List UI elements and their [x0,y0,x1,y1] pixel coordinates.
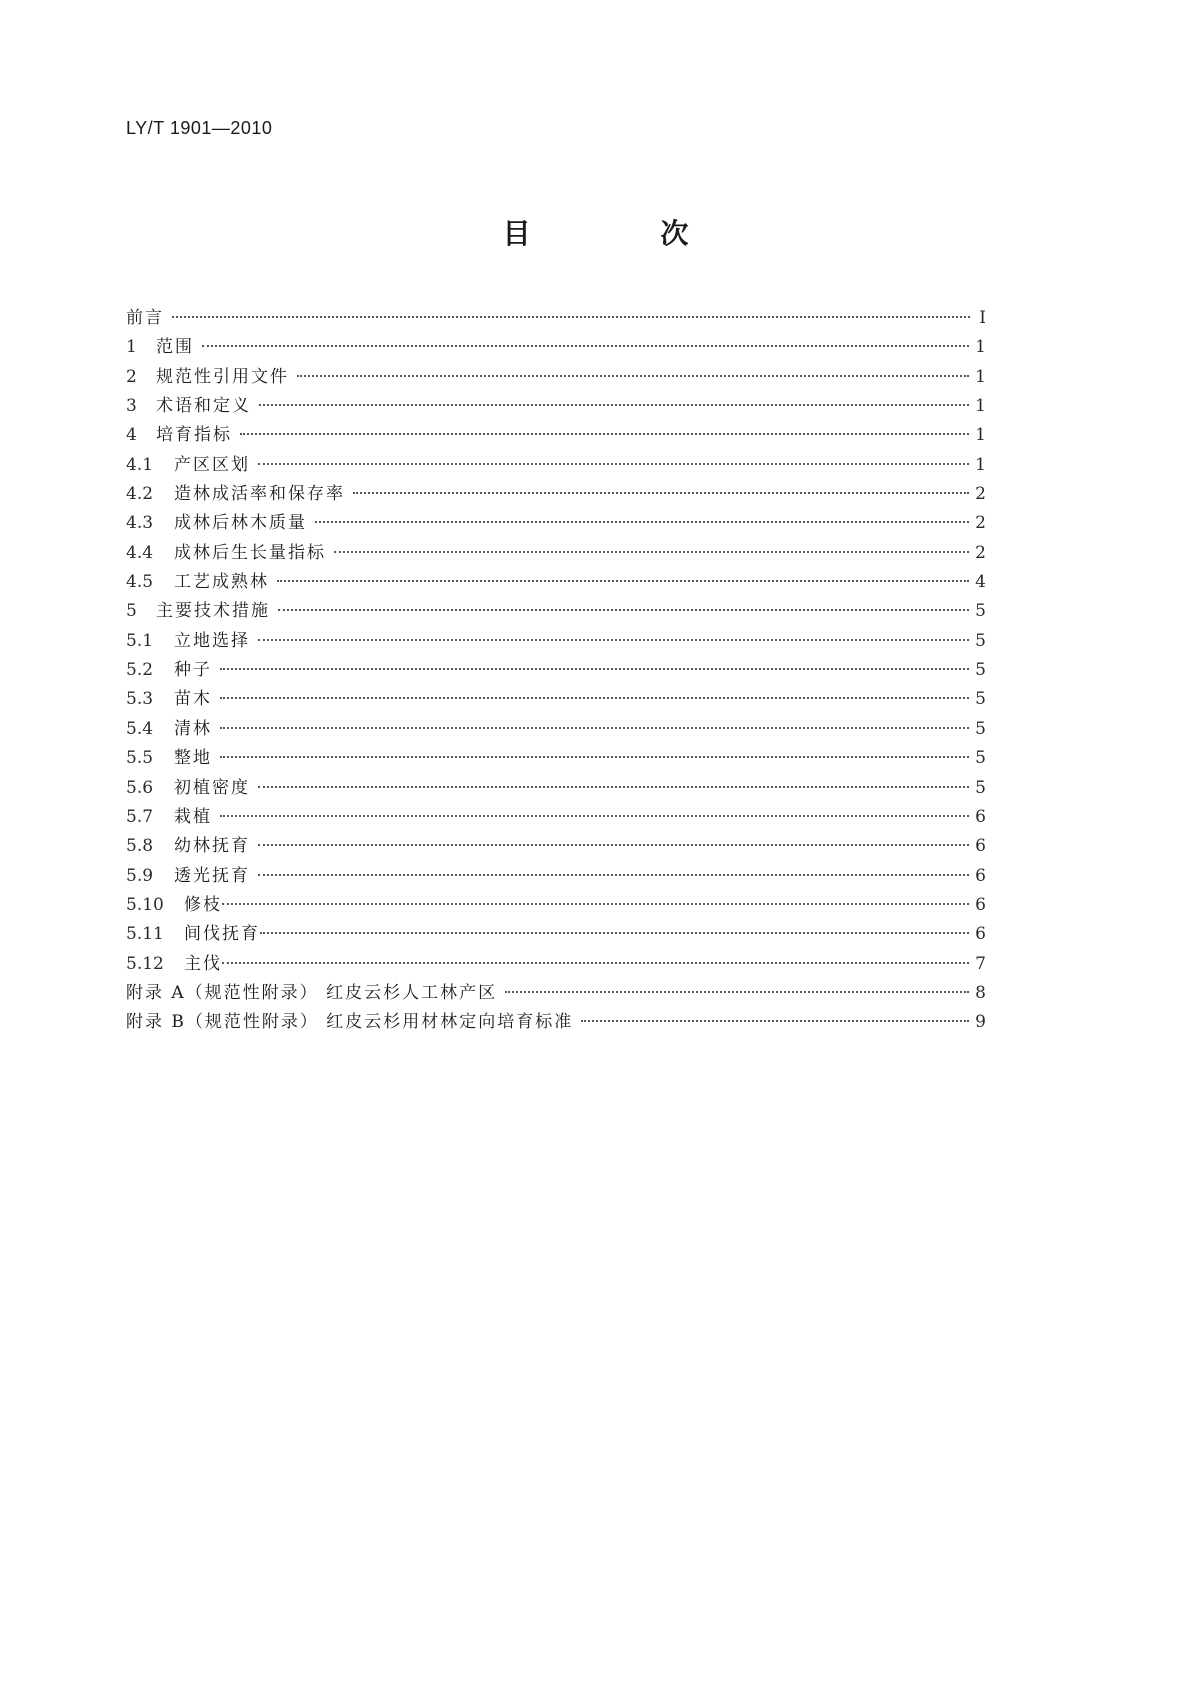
toc-entry-number: 1 [126,337,137,358]
toc-entry-page: 6 [975,806,986,827]
toc-entry-label: 主要技术措施 [156,601,270,622]
page-title: 目 次 [502,217,749,250]
toc-entry-number: 5.4 [126,718,154,739]
toc-entry[interactable] [126,861,986,890]
toc-entry-label: 初植密度 [174,777,250,798]
toc-entry[interactable] [126,362,986,391]
toc-entry[interactable] [126,391,986,420]
toc-leader-dots [334,551,969,553]
toc-leader-dots [220,697,969,699]
toc-entry-label: 苗木 [174,689,212,710]
toc-leader-dots [505,991,969,993]
toc-entry-number: 5.9 [126,865,154,886]
toc-leader-dots [240,433,969,435]
toc-entry[interactable] [126,684,986,713]
toc-entry[interactable] [126,420,986,449]
toc-entry[interactable] [126,890,986,919]
toc-leader-dots [202,345,969,347]
toc-entry-label: 范围 [156,337,194,358]
toc-entry-label: 术语和定义 [156,396,251,417]
toc-entry[interactable] [126,538,986,567]
toc-leader-dots [220,815,969,817]
toc-entry-page: 1 [975,366,986,387]
toc-entry-page: 5 [975,601,986,622]
toc-entry-appendix-b[interactable] [126,1007,986,1036]
toc-leader-dots [353,492,969,494]
toc-entry-label: 前言 [126,308,164,328]
toc-entry-label: 栽植 [174,806,212,827]
toc-entry-page: 5 [975,718,986,739]
toc-entry-page: 4 [975,572,986,593]
toc-entry-label: 培育指标 [156,425,232,446]
toc-entry-page: 2 [975,484,986,505]
toc-leader-dots [220,756,969,758]
toc-entry-page: 1 [975,337,986,358]
toc-entry[interactable] [126,479,986,508]
toc-entry-number: 5.8 [126,836,154,857]
toc-entry-number: 4.3 [126,513,154,534]
toc-entry-number: 4.1 [126,454,154,475]
toc-entry-page: Ⅰ [979,308,986,328]
toc-entry-label: 幼林抚育 [174,836,250,857]
toc-entry-number: 3 [126,396,137,417]
table-of-contents [126,303,986,1037]
standard-code: LY/T 1901—2010 [126,118,273,138]
toc-entry-label: 规范性引用文件 [156,366,289,387]
toc-leader-dots [277,580,969,582]
toc-leader-dots [278,609,969,611]
toc-entry[interactable] [126,508,986,537]
toc-entry-label: 修枝 [184,894,222,915]
toc-leader-dots [258,844,969,846]
toc-leader-dots [220,727,969,729]
toc-entry-number: 4.5 [126,572,154,593]
toc-entry[interactable] [126,802,986,831]
toc-entry[interactable] [126,626,986,655]
toc-entry-page: 9 [975,1012,986,1033]
toc-leader-dots [581,1020,969,1022]
toc-leader-dots [259,404,969,406]
toc-entry-number: 5 [126,601,137,622]
toc-entry[interactable] [126,743,986,772]
toc-entry-number: 4 [126,425,137,446]
toc-entry-page: 5 [975,630,986,651]
toc-entry[interactable] [126,567,986,596]
toc-entry-foreword[interactable] [126,303,986,332]
toc-leader-dots [315,521,969,523]
toc-entry-label: 种子 [174,660,212,681]
toc-entry-number: 5.5 [126,748,154,769]
toc-entry-number: 5.7 [126,806,154,827]
toc-entry-label: 成林后生长量指标 [174,542,326,563]
toc-entry-page: 7 [975,953,986,974]
toc-entry-page: 6 [975,836,986,857]
toc-entry-page: 1 [975,454,986,475]
toc-entry-label: 清林 [174,718,212,739]
toc-leader-dots [258,874,969,876]
toc-entry-number: 5.6 [126,777,154,798]
toc-entry-page: 2 [975,542,986,563]
toc-entry[interactable] [126,949,986,978]
toc-entry-appendix-a[interactable] [126,978,986,1007]
toc-leader-dots [258,463,969,465]
toc-entry[interactable] [126,773,986,802]
toc-entry-label: 透光抚育 [174,865,250,886]
toc-entry-page: 6 [975,894,986,915]
toc-entry-number: 4.2 [126,484,154,505]
toc-entry-page: 5 [975,777,986,798]
toc-entry-label: 整地 [174,748,212,769]
toc-entry[interactable] [126,655,986,684]
toc-entry[interactable] [126,919,986,948]
toc-leader-dots [222,903,969,905]
toc-entry-label: 产区区划 [174,454,250,475]
toc-entry-label: 成林后林木质量 [174,513,307,534]
toc-entry-number: 5.1 [126,630,154,651]
toc-leader-dots [260,932,969,934]
toc-leader-dots [220,668,969,670]
toc-entry-number: 5.10 [126,894,164,915]
toc-entry-label: 主伐 [184,953,222,974]
toc-entry-page: 1 [975,396,986,417]
toc-entry-page: 1 [975,425,986,446]
toc-leader-dots [297,375,969,377]
toc-entry[interactable] [126,596,986,625]
toc-entry-page: 5 [975,660,986,681]
toc-entry-label: 工艺成熟林 [174,572,269,593]
toc-entry-label: 间伐抚育 [184,924,260,945]
toc-leader-dots [222,962,969,964]
toc-entry-page: 6 [975,865,986,886]
toc-entry-number: 5.2 [126,660,154,681]
toc-entry-label: 附录 B（规范性附录） 红皮云杉用材林定向培育标准 [126,1012,574,1033]
toc-entry-page: 5 [975,748,986,769]
toc-entry-number: 5.12 [126,953,164,974]
toc-entry-number: 4.4 [126,542,154,563]
toc-leader-dots [258,786,969,788]
toc-entry[interactable] [126,714,986,743]
toc-entry-label: 立地选择 [174,630,250,651]
toc-entry-page: 6 [975,924,986,945]
toc-entry-number: 2 [126,366,137,387]
toc-entry-number: 5.11 [126,924,164,945]
toc-entry-label: 附录 A（规范性附录） 红皮云杉人工林产区 [126,982,498,1003]
toc-entry-page: 8 [975,982,986,1003]
toc-entry[interactable] [126,332,986,361]
toc-entry-page: 5 [975,689,986,710]
toc-entry[interactable] [126,831,986,860]
toc-entry-label: 造林成活率和保存率 [174,484,345,505]
toc-entry-page: 2 [975,513,986,534]
toc-leader-dots [172,316,970,318]
toc-leader-dots [258,639,969,641]
toc-entry[interactable] [126,450,986,479]
toc-entry-number: 5.3 [126,689,154,710]
